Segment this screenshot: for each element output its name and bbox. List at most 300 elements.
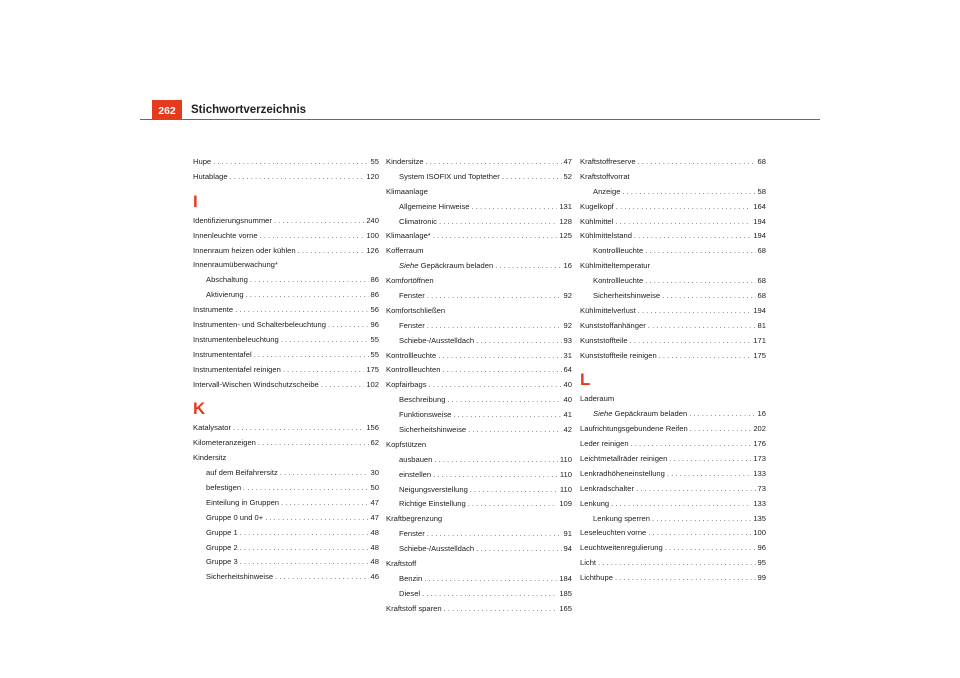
index-entry: [580, 526, 766, 541]
entry-text: Schiebe-/Ausstelldach: [399, 544, 475, 554]
dot-leader: [636, 482, 756, 497]
index-subentry: [386, 408, 572, 423]
page-reference: 173: [753, 454, 766, 464]
dot-leader: [321, 378, 365, 393]
index-entry: [580, 349, 766, 364]
page-reference: 68: [757, 157, 766, 166]
page-reference: 42: [563, 425, 572, 435]
entry-text: Kopfairbags: [386, 380, 427, 390]
dot-leader: [476, 542, 561, 557]
index-subentry: [193, 273, 379, 288]
page-reference: 131: [559, 201, 572, 211]
entry-text: Identifizierungsnummer: [193, 215, 272, 225]
dot-leader: [265, 511, 368, 526]
entry-text: Kontrollleuchte: [593, 276, 644, 286]
dot-leader: [631, 437, 752, 452]
entry-text: Katalysator: [193, 423, 231, 433]
index-entry: [193, 244, 379, 259]
index-subentry: [193, 555, 379, 570]
index-subentry: [386, 483, 572, 498]
index-subentry: [193, 570, 379, 585]
index-entry: [193, 348, 379, 363]
page-reference: 55: [370, 334, 379, 344]
index-heading: Kraftbegrenzung: [386, 514, 443, 524]
entry-text: Instrumententafel: [193, 349, 252, 359]
page-reference: 126: [366, 245, 379, 255]
dot-leader: [598, 556, 756, 571]
entry-text: Kontrollleuchten: [386, 365, 441, 375]
entry-text: Gruppe 3: [206, 557, 238, 567]
index-heading: Kühlmitteltemperatur: [580, 261, 651, 271]
dot-leader: [240, 526, 369, 541]
index-subentry: [386, 334, 572, 349]
page-reference: 133: [753, 468, 766, 478]
page-reference: 110: [559, 454, 572, 464]
index-subentry: [386, 527, 572, 542]
entry-text: Climatronic: [399, 216, 437, 226]
entry-text: Fenster: [399, 291, 425, 301]
page-reference: 68: [757, 246, 766, 256]
page-title: Stichwortverzeichnis: [191, 104, 307, 116]
dot-leader: [476, 334, 561, 349]
dot-leader: [611, 497, 751, 512]
entry-text: Kunststoffteile: [580, 335, 628, 345]
index-subentry: [580, 185, 766, 200]
dot-leader: [439, 215, 557, 230]
page-reference: 240: [366, 215, 379, 225]
dot-leader: [426, 155, 562, 170]
index-heading: Kopfstützen: [386, 439, 427, 449]
entry-text: Kraftstoffreserve: [580, 157, 636, 166]
dot-leader: [453, 408, 561, 423]
entry-text: Sicherheitshinweise: [399, 425, 467, 435]
index-entry: [386, 378, 572, 393]
index-entry: [193, 436, 379, 451]
dot-leader: [645, 274, 755, 289]
entry-text: Beschreibung: [399, 395, 446, 405]
page-reference: 55: [370, 349, 379, 359]
entry-text: auf dem Beifahrersitz: [206, 468, 278, 478]
page-reference: 95: [757, 558, 766, 568]
entry-text: Kraftstoff sparen: [386, 603, 442, 613]
dot-leader: [298, 244, 365, 259]
page-reference: 81: [757, 320, 766, 330]
page-reference: 184: [559, 573, 572, 583]
index-entry: [580, 304, 766, 319]
index-heading: Klimaanlage: [386, 186, 428, 196]
entry-text: Neigungsverstellung: [399, 484, 468, 494]
dot-leader: [427, 527, 562, 542]
index-subentry: [386, 423, 572, 438]
entry-text: Gruppe 1: [206, 527, 238, 537]
index-entry: [193, 303, 379, 318]
dot-leader: [281, 496, 369, 511]
index-column-2: [386, 155, 572, 617]
entry-text: Instrumenten- und Schalterbeleuchtung: [193, 320, 326, 330]
dot-leader: [235, 303, 368, 318]
page-reference: 91: [563, 529, 572, 539]
page-reference: 194: [753, 305, 766, 315]
page-reference: 30: [370, 468, 379, 478]
page-reference: 86: [370, 290, 379, 300]
index-entry: [580, 155, 766, 170]
entry-text: Aktivierung: [206, 290, 244, 300]
page-reference: 164: [753, 201, 766, 211]
index-entry: [580, 422, 766, 437]
page-reference: 55: [370, 157, 379, 166]
dot-leader: [274, 214, 364, 229]
index-entry: [580, 482, 766, 497]
page-reference: 41: [563, 410, 572, 420]
page-reference: 175: [366, 364, 379, 374]
index-entry: [193, 170, 379, 185]
dot-leader: [254, 348, 369, 363]
see-reference-label: Siehe: [399, 261, 419, 271]
page-reference: 48: [370, 527, 379, 537]
page-reference: 102: [366, 379, 379, 389]
dot-leader: [240, 555, 369, 570]
dot-leader: [638, 155, 756, 170]
index-heading: Innenraumüberwachung*: [193, 260, 278, 270]
entry-text: Intervall-Wischen Windschutzscheibe: [193, 379, 319, 389]
entry-text: Richtige Einstellung: [399, 499, 466, 509]
index-entry: [580, 556, 766, 571]
entry-text: Leichtmetallräder reinigen: [580, 454, 668, 464]
dot-leader: [502, 170, 562, 185]
page-reference: 50: [370, 483, 379, 493]
entry-text: befestigen: [206, 483, 242, 493]
page-reference: 110: [559, 469, 572, 479]
dot-leader: [280, 466, 369, 481]
index-entry: [580, 571, 766, 586]
index-subentry: [580, 512, 766, 527]
section-letter: K: [193, 399, 206, 419]
entry-text: Lenkradhöheneinstellung: [580, 468, 665, 478]
index-subentry: [193, 288, 379, 303]
entry-text: Innenleuchte vorne: [193, 230, 258, 240]
page-reference: 40: [563, 395, 572, 405]
entry-text: Einteilung in Gruppen: [206, 497, 280, 507]
index-entry: [580, 215, 766, 230]
index-subentry: [386, 215, 572, 230]
index-subentry: [193, 466, 379, 481]
page-header: [140, 100, 820, 120]
entry-text: Kühlmittelstand: [580, 231, 632, 241]
index-entry: [193, 421, 379, 436]
index-entry: [580, 437, 766, 452]
page-reference: 194: [753, 216, 766, 226]
page-reference: 135: [753, 513, 766, 523]
dot-leader: [434, 453, 558, 468]
entry-text: Abschaltung: [206, 275, 248, 285]
dot-leader: [433, 468, 558, 483]
dot-leader: [258, 436, 369, 451]
page-reference: 194: [753, 231, 766, 241]
dot-leader: [472, 200, 558, 215]
dot-leader: [615, 215, 751, 230]
entry-text: Kunststoffanhänger: [580, 320, 646, 330]
entry-text: Instrumente: [193, 305, 234, 315]
page-reference: 202: [753, 424, 766, 434]
index-subentry: [386, 542, 572, 557]
see-reference-target: Gepäckraum beladen: [420, 261, 494, 271]
page-reference: 86: [370, 275, 379, 285]
page-reference: 120: [366, 171, 379, 181]
index-subentry: [193, 541, 379, 556]
index-entry: [386, 602, 572, 617]
dot-leader: [615, 571, 756, 586]
entry-text: Kontrollleuchte: [386, 350, 437, 360]
page-reference: 68: [757, 276, 766, 286]
index-entry: [580, 334, 766, 349]
dot-leader: [233, 421, 364, 436]
entry-text: Gruppe 0 und 0+: [206, 512, 264, 522]
entry-text: Hutablage: [193, 171, 228, 181]
page-reference: 48: [370, 542, 379, 552]
dot-leader: [281, 333, 369, 348]
entry-text: einstellen: [399, 469, 432, 479]
entry-text: Innenraum heizen oder kühlen: [193, 245, 296, 255]
dot-leader: [645, 244, 755, 259]
dot-leader: [662, 289, 755, 304]
index-entry: [580, 497, 766, 512]
dot-leader: [424, 572, 557, 587]
entry-text: Kindersitze: [386, 157, 424, 166]
entry-text: Sicherheitshinweise: [593, 291, 661, 301]
index-heading: Laderaum: [580, 394, 615, 404]
dot-leader: [243, 481, 369, 496]
dot-leader: [283, 363, 365, 378]
section-letter: L: [580, 370, 591, 390]
index-entry: [193, 229, 379, 244]
page-reference: 92: [563, 291, 572, 301]
page-reference: 128: [559, 216, 572, 226]
entry-text: Licht: [580, 558, 597, 568]
page-number-badge: 262: [152, 100, 182, 120]
page-reference: 47: [370, 497, 379, 507]
index-heading: Komfortöffnen: [386, 276, 434, 286]
entry-text: Instrumentenbeleuchtung: [193, 334, 279, 344]
entry-text: Kühlmittel: [580, 216, 614, 226]
index-subentry: [386, 453, 572, 468]
entry-text: Kunststoffteile reinigen: [580, 350, 657, 360]
dot-leader: [213, 155, 368, 170]
dot-leader: [634, 229, 751, 244]
index-subentry: [386, 319, 572, 334]
index-subentry: [386, 289, 572, 304]
entry-text: Fenster: [399, 529, 425, 539]
dot-leader: [427, 319, 562, 334]
entry-text: ausbauen: [399, 454, 433, 464]
index-subentry: [580, 289, 766, 304]
dot-leader: [240, 541, 369, 556]
entry-text: Lenkradschalter: [580, 483, 635, 493]
index-entry: [580, 229, 766, 244]
page-reference: 100: [366, 230, 379, 240]
see-reference-target: Gepäckraum beladen: [614, 409, 688, 419]
entry-text: Klimaanlage*: [386, 231, 431, 241]
index-entry: [386, 229, 572, 244]
dot-leader: [275, 570, 368, 585]
index-entry: [580, 452, 766, 467]
entry-text: Lichthupe: [580, 573, 613, 583]
index-heading: Kindersitz: [193, 453, 227, 463]
entry-text: Kugelkopf: [580, 201, 614, 211]
see-reference-label: Siehe: [593, 409, 613, 419]
dot-leader: [622, 185, 755, 200]
index-subentry: [386, 572, 572, 587]
page-reference: 93: [563, 335, 572, 345]
dot-leader: [246, 288, 369, 303]
index-entry: [580, 319, 766, 334]
index-entry: [193, 333, 379, 348]
dot-leader: [438, 349, 561, 364]
page-reference: 52: [563, 171, 572, 181]
page-reference: 56: [370, 305, 379, 315]
entry-text: Allgemeine Hinweise: [399, 201, 470, 211]
index-entry: [580, 467, 766, 482]
index-subentry: [580, 244, 766, 259]
index-subentry: [386, 200, 572, 215]
dot-leader: [250, 273, 369, 288]
page-reference: 96: [370, 320, 379, 330]
page-reference: 185: [559, 588, 572, 598]
page-reference: 171: [753, 335, 766, 345]
dot-leader: [690, 422, 752, 437]
page-reference: 96: [757, 543, 766, 553]
dot-leader: [328, 318, 369, 333]
index-entry: [580, 200, 766, 215]
dot-leader: [648, 526, 751, 541]
index-entry: [193, 155, 379, 170]
page-reference: 62: [370, 438, 379, 448]
page-reference: 47: [370, 512, 379, 522]
entry-text: System ISOFIX und Toptether: [399, 171, 500, 181]
page-reference: 48: [370, 557, 379, 567]
index-entry: [386, 363, 572, 378]
index-entry: [193, 363, 379, 378]
page-reference: 110: [559, 484, 572, 494]
entry-text: Kilometeranzeigen: [193, 438, 256, 448]
section-letter: I: [193, 191, 198, 211]
index-heading: Kraftstoff: [386, 559, 417, 569]
page-reference: 133: [753, 498, 766, 508]
dot-leader: [468, 497, 558, 512]
index-column-3: [580, 155, 766, 586]
dot-leader: [470, 483, 558, 498]
page-reference: 64: [563, 365, 572, 375]
index-subentry: [193, 481, 379, 496]
entry-text: Schiebe-/Ausstelldach: [399, 335, 475, 345]
index-subentry: [386, 468, 572, 483]
page-reference: 176: [753, 439, 766, 449]
entry-text: Kühlmittelverlust: [580, 305, 636, 315]
entry-text: Kontrollleuchte: [593, 246, 644, 256]
page-reference: 31: [563, 350, 572, 360]
index-subentry: [580, 407, 766, 422]
index-entry: [386, 349, 572, 364]
entry-text: Diesel: [399, 588, 421, 598]
dot-leader: [444, 602, 558, 617]
entry-text: Lenkung sperren: [593, 513, 650, 523]
page-reference: 156: [366, 423, 379, 433]
entry-text: Laufrichtungsgebundene Reifen: [580, 424, 688, 434]
index-subentry: [386, 170, 572, 185]
entry-text: Leder reinigen: [580, 439, 629, 449]
dot-leader: [433, 229, 558, 244]
page-reference: 94: [563, 544, 572, 554]
entry-text: Fenster: [399, 320, 425, 330]
dot-leader: [659, 349, 752, 364]
index-subentry: [386, 497, 572, 512]
dot-leader: [422, 587, 557, 602]
dot-leader: [230, 170, 365, 185]
dot-leader: [652, 512, 751, 527]
entry-text: Anzeige: [593, 186, 621, 196]
index-subentry: [193, 511, 379, 526]
dot-leader: [667, 467, 751, 482]
index-entry: [386, 155, 572, 170]
index-subentry: [193, 496, 379, 511]
dot-leader: [429, 378, 562, 393]
dot-leader: [638, 304, 752, 319]
index-heading: Kraftstoffvorrat: [580, 171, 630, 181]
entry-text: Instrumententafel reinigen: [193, 364, 281, 374]
dot-leader: [669, 452, 751, 467]
dot-leader: [427, 289, 562, 304]
index-subentry: [386, 587, 572, 602]
dot-leader: [495, 259, 561, 274]
entry-text: Hupe: [193, 157, 212, 166]
page-reference: 99: [757, 573, 766, 583]
page-reference: 16: [563, 261, 572, 271]
entry-text: Lenkung: [580, 498, 610, 508]
entry-text: Funktionsweise: [399, 410, 452, 420]
index-subentry: [580, 274, 766, 289]
index-heading: Kofferraum: [386, 246, 424, 256]
entry-text: Leuchtweitenregulierung: [580, 543, 663, 553]
page-reference: 47: [563, 157, 572, 166]
page-reference: 175: [753, 350, 766, 360]
dot-leader: [260, 229, 365, 244]
index-subentry: [193, 526, 379, 541]
index-entry: [193, 214, 379, 229]
entry-text: Leseleuchten vorne: [580, 528, 647, 538]
entry-text: Benzin: [399, 573, 423, 583]
index-entry: [193, 378, 379, 393]
page-reference: 16: [757, 409, 766, 419]
entry-text: Gruppe 2: [206, 542, 238, 552]
page-reference: 68: [757, 291, 766, 301]
page-reference: 73: [757, 483, 766, 493]
dot-leader: [665, 541, 756, 556]
dot-leader: [689, 407, 755, 422]
index-entry: [193, 318, 379, 333]
dot-leader: [468, 423, 561, 438]
dot-leader: [648, 319, 756, 334]
index-column-1: [193, 155, 379, 585]
page-reference: 165: [559, 603, 572, 613]
dot-leader: [630, 334, 752, 349]
dot-leader: [442, 363, 561, 378]
index-subentry: [386, 259, 572, 274]
dot-leader: [447, 393, 561, 408]
page-reference: 100: [753, 528, 766, 538]
page-reference: 40: [563, 380, 572, 390]
page-reference: 109: [559, 499, 572, 509]
page-reference: 58: [757, 186, 766, 196]
dot-leader: [616, 200, 752, 215]
